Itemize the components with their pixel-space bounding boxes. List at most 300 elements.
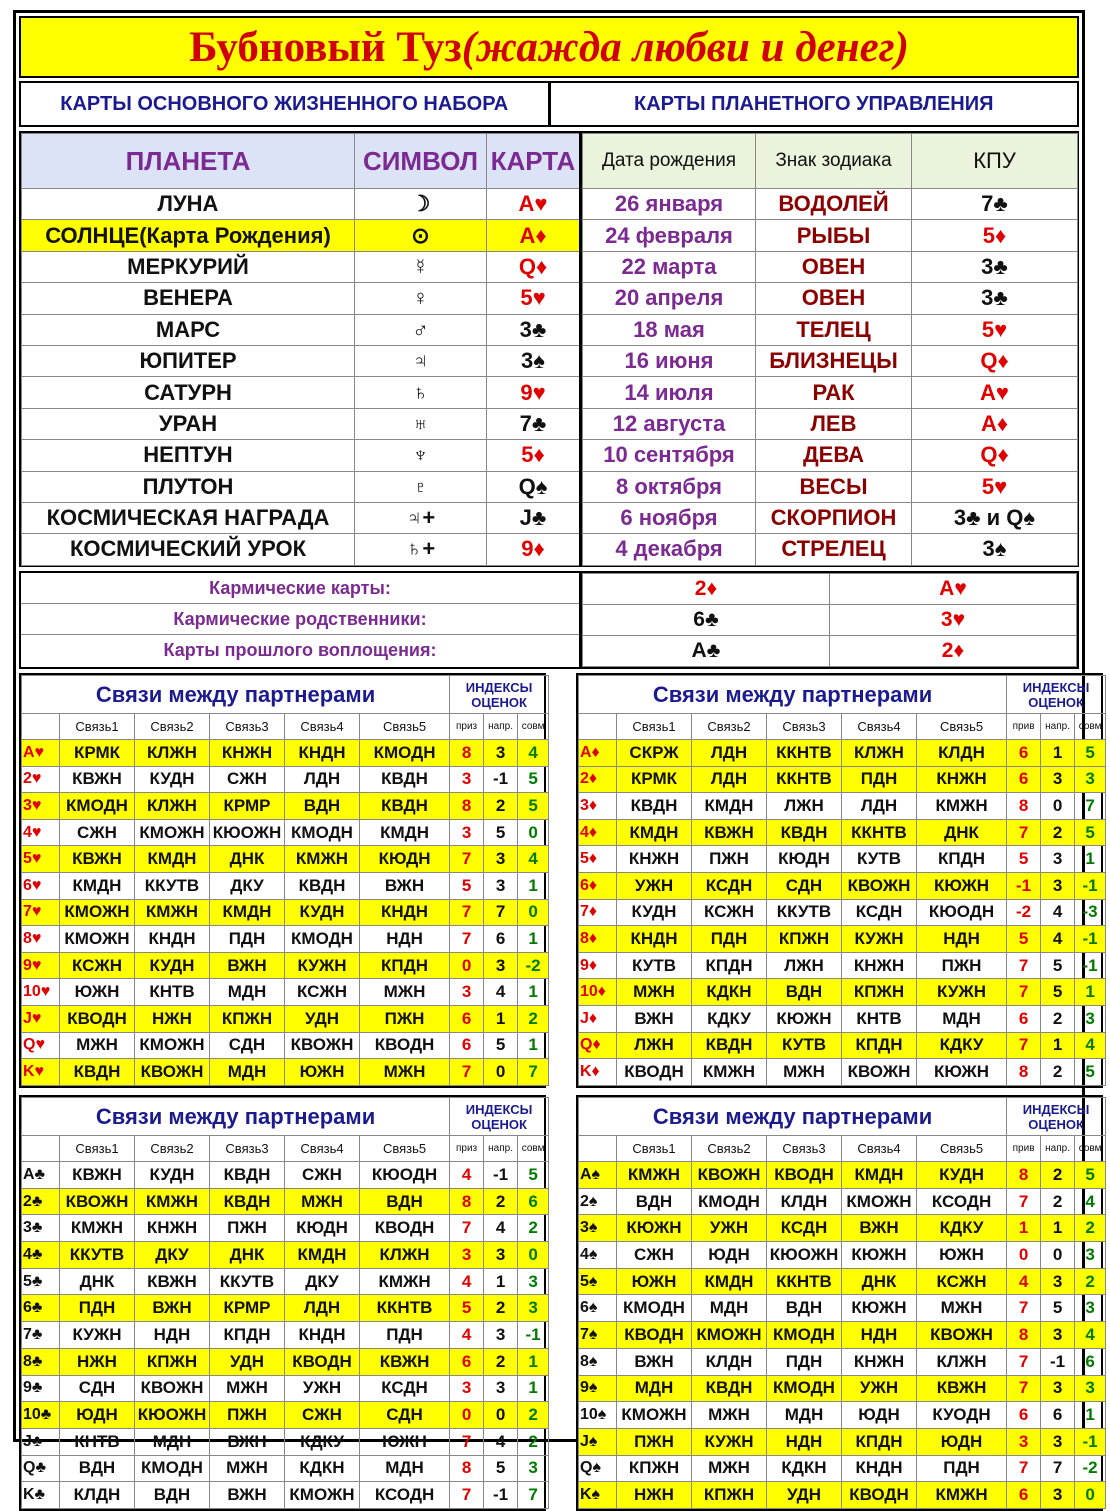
score: 4 — [1007, 1268, 1041, 1295]
planet-name: НЕПТУН — [22, 440, 355, 471]
relation-row — [22, 1242, 549, 1269]
link-col-header: Связь2 — [692, 714, 767, 740]
link-code: КЮДН — [285, 1215, 360, 1242]
score: 8 — [1007, 1162, 1041, 1189]
link-code: КПЖН — [135, 1348, 210, 1375]
planet-row — [22, 283, 581, 314]
score: 7 — [1007, 1348, 1041, 1375]
link-code: КЛЖН — [360, 1242, 450, 1269]
relations-title: Связи между партнерами — [579, 1098, 1007, 1136]
card-label: 10♣ — [22, 1402, 60, 1429]
birth-date: 6 ноября — [583, 502, 756, 533]
link-code: ПЖН — [617, 1428, 692, 1455]
score: 4 — [450, 1162, 484, 1189]
link-code: МЖН — [210, 1455, 285, 1482]
score: 7 — [1007, 979, 1041, 1006]
score: 8 — [450, 1188, 484, 1215]
link-code: ПДН — [360, 1322, 450, 1349]
link-code: КЮОЖН — [210, 819, 285, 846]
link-code: МЖН — [285, 1188, 360, 1215]
control-row — [583, 377, 1078, 408]
score: 4 — [484, 1215, 518, 1242]
link-code: КМДН — [692, 1268, 767, 1295]
card-label: J♦ — [579, 1005, 617, 1032]
score: 2 — [1075, 1215, 1106, 1242]
score: 2 — [1041, 1162, 1075, 1189]
link-code: ККУТВ — [60, 1242, 135, 1269]
relations-hearts — [19, 673, 546, 1088]
relation-row — [22, 819, 549, 846]
link-code: ДНК — [210, 846, 285, 873]
link-code: КНДН — [360, 899, 450, 926]
link-code: КМЖН — [617, 1162, 692, 1189]
link-code: МЖН — [360, 979, 450, 1006]
score: -1 — [1007, 872, 1041, 899]
kpu-card: 5♦ — [912, 220, 1078, 251]
link-code: КПДН — [917, 846, 1007, 873]
relation-row — [579, 1005, 1106, 1032]
score: 0 — [518, 899, 549, 926]
link-code: НДН — [917, 926, 1007, 953]
relation-row — [22, 1428, 549, 1455]
relation-row — [579, 1162, 1106, 1189]
score: -1 — [1075, 952, 1106, 979]
score-col-header: совм — [518, 714, 549, 740]
card-label: Q♦ — [579, 1032, 617, 1059]
score: 6 — [450, 1005, 484, 1032]
score: 3 — [450, 1375, 484, 1402]
link-code: ЮДН — [60, 1402, 135, 1429]
score: 2 — [1041, 1059, 1075, 1086]
zodiac-sign: ВОДОЛЕЙ — [756, 189, 912, 220]
link-code: КВДН — [692, 1032, 767, 1059]
control-row — [583, 220, 1078, 251]
relation-row — [22, 1215, 549, 1242]
link-code: КПДН — [842, 1428, 917, 1455]
card-label: 6♣ — [22, 1295, 60, 1322]
link-code: КВЖН — [60, 1162, 135, 1189]
score: 4 — [518, 740, 549, 767]
planet-symbol: ♃+ — [355, 502, 487, 533]
link-code: КВОДН — [842, 1482, 917, 1509]
link-code: ККУТВ — [767, 899, 842, 926]
link-code: КНДН — [135, 926, 210, 953]
planet-card: 9♥ — [487, 377, 581, 408]
relation-row — [579, 1215, 1106, 1242]
link-code: КУЖН — [692, 1428, 767, 1455]
card-label: 10♥ — [22, 979, 60, 1006]
card-label: 9♦ — [579, 952, 617, 979]
link-code: КМОЖН — [135, 819, 210, 846]
index-header: ИНДЕКСЫ ОЦЕНОК — [450, 676, 549, 714]
planet-card: J♣ — [487, 502, 581, 533]
planet-symbol: ♆ — [355, 440, 487, 471]
relations-title-row — [22, 676, 549, 714]
planet-card: 7♣ — [487, 408, 581, 439]
score: 7 — [1041, 1455, 1075, 1482]
link-code: КМДН — [617, 819, 692, 846]
score-col-header: совм — [1075, 714, 1106, 740]
birth-date: 26 января — [583, 189, 756, 220]
score: 1 — [518, 979, 549, 1006]
link-code: КНЖН — [842, 952, 917, 979]
score: 1 — [1041, 1032, 1075, 1059]
link-code: КРМР — [210, 793, 285, 820]
score: 2 — [518, 1215, 549, 1242]
link-code: МЖН — [767, 1059, 842, 1086]
card-label: 2♠ — [579, 1188, 617, 1215]
link-code: ККУТВ — [135, 872, 210, 899]
score: 4 — [1041, 926, 1075, 953]
score: 3 — [518, 1268, 549, 1295]
link-code: КДКУ — [917, 1215, 1007, 1242]
planet-card: A♦ — [487, 220, 581, 251]
link-code: ЮДН — [917, 1428, 1007, 1455]
score: 2 — [1041, 1005, 1075, 1032]
score: -1 — [484, 1162, 518, 1189]
link-code: КДКУ — [917, 1032, 1007, 1059]
link-code: МДН — [210, 979, 285, 1006]
score: 5 — [1075, 740, 1106, 767]
score: 2 — [518, 1402, 549, 1429]
score: 4 — [1041, 899, 1075, 926]
link-code: КПДН — [692, 952, 767, 979]
score: 7 — [1007, 819, 1041, 846]
planet-name: УРАН — [22, 408, 355, 439]
score: 1 — [518, 926, 549, 953]
score: 4 — [450, 1322, 484, 1349]
planet-row — [22, 314, 581, 345]
score: 5 — [1075, 1162, 1106, 1189]
link-code: ПЖН — [210, 1402, 285, 1429]
link-code: НЖН — [60, 1348, 135, 1375]
link-code: ЛДН — [285, 766, 360, 793]
link-code: КЮДН — [360, 846, 450, 873]
link-col-header: Связь3 — [210, 1136, 285, 1162]
card-label: J♣ — [22, 1428, 60, 1455]
birth-date: 16 июня — [583, 345, 756, 376]
score: 6 — [450, 1032, 484, 1059]
score: -3 — [1075, 899, 1106, 926]
relations-col-headers — [579, 714, 1106, 740]
score: 3 — [1075, 1242, 1106, 1269]
past-life-label: Карты прошлого воплощения: — [163, 640, 437, 660]
planet-symbol: ♂ — [355, 314, 487, 345]
relation-row — [22, 1482, 549, 1509]
kpu-card: A♥ — [912, 377, 1078, 408]
link-code: ПДН — [210, 926, 285, 953]
relation-row — [22, 979, 549, 1006]
link-code: КМДН — [842, 1162, 917, 1189]
link-code: КМОДН — [360, 740, 450, 767]
card-label: Q♣ — [22, 1455, 60, 1482]
card-label: 3♠ — [579, 1215, 617, 1242]
planet-control-table — [582, 133, 1078, 566]
link-code: КНТВ — [842, 1005, 917, 1032]
link-code: ВДН — [135, 1482, 210, 1509]
link-code: КУТВ — [767, 1032, 842, 1059]
link-code: УЖН — [617, 872, 692, 899]
link-code: КВЖН — [60, 846, 135, 873]
score: 2 — [518, 1005, 549, 1032]
link-code: КВДН — [767, 819, 842, 846]
link-col-header: Связь4 — [285, 1136, 360, 1162]
planet-name: САТУРН — [22, 377, 355, 408]
card-label: 3♦ — [579, 793, 617, 820]
score: -1 — [484, 1482, 518, 1509]
relation-row — [22, 1032, 549, 1059]
link-code: КМЖН — [135, 1188, 210, 1215]
planet-card: 9♦ — [487, 534, 581, 565]
link-code: КМДН — [210, 899, 285, 926]
link-code: КНДН — [617, 926, 692, 953]
score: 3 — [1041, 872, 1075, 899]
link-code: КУТВ — [617, 952, 692, 979]
link-code: ПДН — [60, 1295, 135, 1322]
planet-name: ЮПИТЕР — [22, 345, 355, 376]
link-code: КМЖН — [917, 1482, 1007, 1509]
card-label: 10♦ — [579, 979, 617, 1006]
link-code: КНЖН — [617, 846, 692, 873]
link-code: КПДН — [360, 952, 450, 979]
relation-row — [22, 1348, 549, 1375]
link-code: КУОДН — [917, 1402, 1007, 1429]
control-row — [583, 534, 1078, 565]
main-set-header: КАРТЫ ОСНОВНОГО ЖИЗНЕННОГО НАБОРА — [60, 92, 509, 115]
link-code: ЛДН — [842, 793, 917, 820]
link-code: ВДН — [285, 793, 360, 820]
score: -2 — [1075, 1455, 1106, 1482]
relation-row — [579, 1455, 1106, 1482]
link-code: НДН — [842, 1322, 917, 1349]
score: 8 — [450, 793, 484, 820]
link-code: КМЖН — [360, 1268, 450, 1295]
blank-header — [579, 1136, 617, 1162]
link-code: КПЖН — [692, 1482, 767, 1509]
link-code: КМОЖН — [60, 926, 135, 953]
score: 6 — [1007, 1402, 1041, 1429]
link-code: ККНТВ — [360, 1295, 450, 1322]
link-code: КМОЖН — [842, 1188, 917, 1215]
link-code: КЛДН — [917, 740, 1007, 767]
link-code: ЛЖН — [617, 1032, 692, 1059]
link-code: КЮОДН — [360, 1162, 450, 1189]
score: -2 — [1007, 899, 1041, 926]
card-label: 5♥ — [22, 846, 60, 873]
kpu-card: 3♠ — [912, 534, 1078, 565]
score: 4 — [450, 1268, 484, 1295]
link-code: МДН — [767, 1402, 842, 1429]
karmic-card: 2♦ — [583, 574, 830, 605]
score: 6 — [1041, 1402, 1075, 1429]
index-header: ИНДЕКСЫ ОЦЕНОК — [450, 1098, 549, 1136]
link-code: КЛДН — [692, 1348, 767, 1375]
planet-card: Q♦ — [487, 251, 581, 282]
card-label: 5♦ — [579, 846, 617, 873]
relation-row — [579, 1428, 1106, 1455]
link-code: ККУТВ — [210, 1268, 285, 1295]
link-col-header: Связь5 — [917, 1136, 1007, 1162]
score-col-header: совм — [518, 1136, 549, 1162]
link-code: МЖН — [692, 1402, 767, 1429]
planet-name: ВЕНЕРА — [22, 283, 355, 314]
top-tables — [19, 131, 1079, 567]
score: 5 — [484, 819, 518, 846]
control-row — [583, 408, 1078, 439]
planet-name: ПЛУТОН — [22, 471, 355, 502]
planet-symbol: ♀ — [355, 283, 487, 314]
score: 8 — [450, 740, 484, 767]
score-col-header: прив — [1007, 1136, 1041, 1162]
birth-date: 18 мая — [583, 314, 756, 345]
planet-symbol: ♄ — [355, 377, 487, 408]
score: 1 — [1075, 1402, 1106, 1429]
score: 8 — [1007, 793, 1041, 820]
score: 1 — [1075, 979, 1106, 1006]
link-code: КВДН — [360, 766, 450, 793]
relation-row — [579, 1322, 1106, 1349]
score: 6 — [1007, 740, 1041, 767]
link-code: ПДН — [917, 1455, 1007, 1482]
card-label: 8♥ — [22, 926, 60, 953]
relation-row — [22, 1162, 549, 1189]
score: 4 — [484, 979, 518, 1006]
score: 7 — [1007, 1375, 1041, 1402]
planet-row — [22, 345, 581, 376]
link-col-header: Связь5 — [917, 714, 1007, 740]
link-col-header: Связь1 — [60, 714, 135, 740]
link-code: ДНК — [842, 1268, 917, 1295]
link-code: КВОЖН — [60, 1188, 135, 1215]
link-code: ВЖН — [210, 1482, 285, 1509]
link-code: КНЖН — [135, 1215, 210, 1242]
link-col-header: Связь4 — [842, 714, 917, 740]
card-label: A♦ — [579, 740, 617, 767]
score-col-header: напр. — [484, 714, 518, 740]
score: 5 — [450, 872, 484, 899]
link-code: КСДН — [842, 899, 917, 926]
planet-header: ПЛАНЕТА — [22, 134, 355, 189]
link-code: СЖН — [617, 1242, 692, 1269]
planet-control-header: КАРТЫ ПЛАНЕТНОГО УПРАВЛЕНИЯ — [548, 83, 1078, 125]
planet-row — [22, 440, 581, 471]
kpu-card: Q♦ — [912, 440, 1078, 471]
relation-row — [22, 1005, 549, 1032]
link-code: ККНТВ — [767, 1268, 842, 1295]
link-code: КСДН — [767, 1215, 842, 1242]
karmic-card: 3♥ — [830, 605, 1077, 636]
link-code: ККНТВ — [767, 740, 842, 767]
score: 5 — [1041, 979, 1075, 1006]
score: -1 — [1041, 1348, 1075, 1375]
score: 0 — [484, 1402, 518, 1429]
card-label: K♠ — [579, 1482, 617, 1509]
score-col-header: приз — [450, 714, 484, 740]
link-code: КСЖН — [917, 1268, 1007, 1295]
link-code: КУЖН — [285, 952, 360, 979]
zodiac-sign: СТРЕЛЕЦ — [756, 534, 912, 565]
link-col-header: Связь3 — [210, 714, 285, 740]
score: 5 — [1007, 926, 1041, 953]
score: 3 — [450, 1242, 484, 1269]
score: 7 — [450, 926, 484, 953]
link-code: ВДН — [767, 1295, 842, 1322]
score: 7 — [1007, 952, 1041, 979]
kpu-header: КПУ — [912, 134, 1078, 189]
link-code: КРМК — [617, 766, 692, 793]
relation-row — [579, 1402, 1106, 1429]
link-code: ДНК — [917, 819, 1007, 846]
zodiac-sign: ТЕЛЕЦ — [756, 314, 912, 345]
score: 3 — [484, 846, 518, 873]
score: 2 — [1075, 1268, 1106, 1295]
kpu-card: 5♥ — [912, 314, 1078, 345]
score: 6 — [484, 926, 518, 953]
score: 1 — [1007, 1215, 1041, 1242]
card-label: K♦ — [579, 1059, 617, 1086]
zodiac-sign: ДЕВА — [756, 440, 912, 471]
score: 5 — [1007, 846, 1041, 873]
score: 0 — [1007, 1242, 1041, 1269]
link-code: КВДН — [285, 872, 360, 899]
link-code: ДКУ — [135, 1242, 210, 1269]
link-code: КВОЖН — [285, 1032, 360, 1059]
card-label: 4♠ — [579, 1242, 617, 1269]
card-label: 4♣ — [22, 1242, 60, 1269]
link-code: ПЖН — [360, 1005, 450, 1032]
link-code: КМОДН — [285, 819, 360, 846]
link-code: ККНТВ — [767, 766, 842, 793]
control-row — [583, 283, 1078, 314]
score: 1 — [518, 1348, 549, 1375]
birth-date: 8 октября — [583, 471, 756, 502]
birth-date: 4 декабря — [583, 534, 756, 565]
link-code: КВОДН — [360, 1215, 450, 1242]
link-col-header: Связь5 — [360, 1136, 450, 1162]
link-code: УДН — [210, 1348, 285, 1375]
planet-row — [22, 534, 581, 565]
link-code: КУЖН — [917, 979, 1007, 1006]
link-code: ВЖН — [360, 872, 450, 899]
karmic-labels — [21, 573, 582, 667]
card-label: J♠ — [579, 1428, 617, 1455]
link-code: КМДН — [60, 872, 135, 899]
link-code: КПЖН — [210, 1005, 285, 1032]
link-code: КСОДН — [917, 1188, 1007, 1215]
relation-row — [579, 1482, 1106, 1509]
link-code: НДН — [767, 1428, 842, 1455]
karmic-values — [582, 573, 1077, 667]
link-col-header: Связь3 — [767, 714, 842, 740]
link-code: КНДН — [285, 1322, 360, 1349]
relations-title: Связи между партнерами — [22, 1098, 450, 1136]
symbol-header: СИМВОЛ — [355, 134, 487, 189]
relation-row — [579, 793, 1106, 820]
card-label: J♥ — [22, 1005, 60, 1032]
link-code: ВДН — [767, 979, 842, 1006]
score: 0 — [1041, 1242, 1075, 1269]
link-code: КМЖН — [135, 899, 210, 926]
score-col-header: напр. — [484, 1136, 518, 1162]
link-code: КДКН — [692, 979, 767, 1006]
relation-row — [22, 1322, 549, 1349]
link-code: УДН — [767, 1482, 842, 1509]
score: 7 — [450, 1428, 484, 1455]
relation-row — [579, 846, 1106, 873]
karmic-card: 2♦ — [830, 636, 1077, 667]
link-code: КЮЖН — [617, 1215, 692, 1242]
link-code: ВДН — [617, 1188, 692, 1215]
